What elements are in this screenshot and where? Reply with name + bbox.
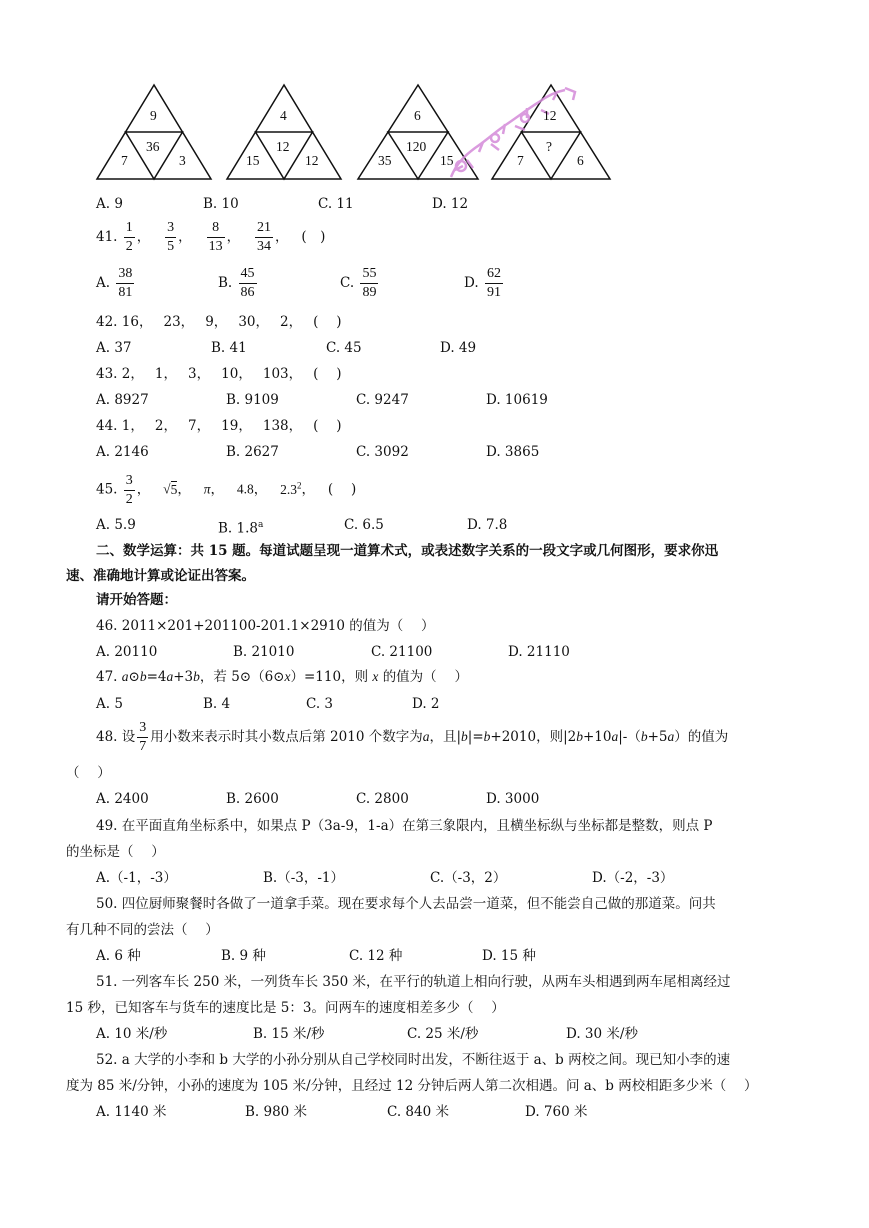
q49-stem-line1: 49. 在平面直角坐标系中，如果点 P（3a-9，1-a）在第三象限内，且横坐标纵与坐标都是整数，则点 P [96,818,713,834]
tri1-left: 7 [121,153,128,168]
tri3-right: 15 [440,153,454,168]
q47-stem: 47. a⊙b=4a+3b，若 5⊙（6⊙x）=110，则 x 的值为（ ） [96,669,468,685]
q48-frac: $\frac{3}{7}$ [139,720,147,754]
section2-heading-line2: 速、准确地计算或论证出答案。 [66,568,255,584]
triangle-3 [358,85,478,179]
q46-stem: 46. 2011×201+201100-201.1×2910 的值为（ ） [96,618,435,634]
q41-option-b: B. $\frac{45}{86}$ [218,266,255,300]
q41-frac-3: $\frac{8}{13}$ [208,220,223,254]
q47-option-d: D. 2 [412,696,440,712]
q50-stem-line2: 有几种不同的尝法（ ） [66,922,219,938]
q51-stem-line2: 15 秒，已知客车与货车的速度比是 5：3。问两车的速度相差多少（ ） [66,1000,505,1016]
q41-frac-2: $\frac{3}{5}$ [167,220,175,254]
q45-frac: $\frac{3}{2}$ [125,472,133,507]
tri3-top: 6 [414,108,421,123]
tri4-left: 7 [517,153,524,168]
q46-option-b: B. 21010 [233,644,295,660]
q44-stem: 44. 1， 2， 7， 19， 138， ( ) [96,418,342,434]
tri1-top: 9 [150,108,157,123]
tri2-right: 12 [305,153,319,168]
q49-option-d: D.（-2，-3） [592,870,674,886]
q51-option-d: D. 30 米/秒 [566,1026,638,1042]
q50-option-d: D. 15 种 [482,948,536,964]
q51-option-b: B. 15 米/秒 [253,1026,325,1042]
triangle-2 [227,85,341,179]
q50-stem-line1: 50. 四位厨师聚餐时各做了一道拿手菜。现在要求每个人去品尝一道菜，但不能尝自己做的那道菜。问共 [96,896,716,912]
tri1-right: 3 [179,153,186,168]
q43-option-c: C. 9247 [356,392,409,408]
q42-option-d: D. 49 [440,340,477,356]
q52-option-d: D. 760 米 [525,1104,588,1120]
q45-stem: 45. $\frac{3}{2}$ ， √5， π， 4.8， $2.3^2$， ( ) [96,472,357,507]
q47-option-a: A. 5 [96,696,123,712]
q46-option-a: A. 20110 [96,644,158,660]
q50-option-c: C. 12 种 [349,948,403,964]
tri2-top: 4 [280,108,287,123]
q49-stem-line2: 的坐标是（ ） [66,844,165,860]
tri3-left: 35 [378,153,392,168]
q45-option-b: B. 1.8$^a$ [218,520,264,537]
q48-stem-line2: （ ） [66,765,111,781]
triangle-4 [492,85,610,179]
q42-option-b: B. 41 [211,340,247,356]
q40-option-d: D. 12 [432,196,469,212]
q52-option-c: C. 840 米 [387,1104,449,1120]
q49-option-b: B.（-3，-1） [263,870,345,886]
q49-option-a: A.（-1，-3） [96,870,177,886]
q52-stem-line1: 52. a 大学的小李和 b 大学的小孙分别从自己学校同时出发，不断往返于 a、b 两校之间。现已知小李的速 [96,1052,731,1068]
q52-option-a: A. 1140 米 [96,1104,167,1120]
q51-option-c: C. 25 米/秒 [407,1026,479,1042]
q45-option-d: D. 7.8 [467,517,508,533]
tri4-top: 12 [543,108,557,123]
q41-option-c: C. $\frac{55}{89}$ [340,266,377,300]
q48-stem: 48. 设 $\frac{3}{7}$ 用小数来表示时其小数点后第 2010 个数字为a，且|b|=b+2010，则|2b+10a|-（b+5a）的值为 [96,720,729,754]
q41-blank: ( ) [301,229,326,245]
tri3-center: 120 [406,139,427,154]
tri2-left: 15 [246,153,260,168]
triangle-puzzle-figure [95,82,620,182]
tri1-center: 36 [146,139,160,154]
q42-option-c: C. 45 [326,340,362,356]
q44-option-b: B. 2627 [226,444,279,460]
q48-option-a: A. 2400 [96,791,149,807]
q48-option-d: D. 3000 [486,791,540,807]
q50-option-b: B. 9 种 [221,948,266,964]
q45-option-c: C. 6.5 [344,517,384,533]
tri4-right: 6 [577,153,584,168]
section2-start: 请开始答题： [96,592,177,608]
q49-option-c: C.（-3，2） [430,870,507,886]
q42-option-a: A. 37 [96,340,132,356]
q46-option-d: D. 21110 [508,644,570,660]
q43-option-a: A. 8927 [96,392,149,408]
q44-option-d: D. 3865 [486,444,540,460]
q48-option-c: C. 2800 [356,791,409,807]
q41-option-d: D. $\frac{62}{91}$ [464,266,501,300]
triangle-1 [97,85,211,179]
q43-stem: 43. 2， 1， 3， 10， 103， ( ) [96,366,342,382]
q50-option-a: A. 6 种 [96,948,141,964]
q40-option-b: B. 10 [203,196,239,212]
q40-option-c: C. 11 [318,196,354,212]
q41-stem: 41. $\frac{1}{2}$ ， $\frac{3}{5}$ ， $\frac{8}{13}$ ， $\frac{21}{34}$ ， ( ) [96,220,326,254]
q48-option-b: B. 2600 [226,791,279,807]
q43-option-d: D. 10619 [486,392,548,408]
q40-option-a: A. 9 [96,196,123,212]
q51-stem-line1: 51. 一列客车长 250 米，一列货车长 350 米，在平行的轨道上相向行驶，从两车头相遇到两车尾相离经过 [96,974,731,990]
q46-option-c: C. 21100 [371,644,433,660]
q41-label: 41. [96,229,118,245]
q44-option-c: C. 3092 [356,444,409,460]
q47-option-b: B. 4 [203,696,231,712]
section2-heading-line1: 二、数学运算：共 15 题。每道试题呈现一道算术式，或表述数字关系的一段文字或几何图形，要求你迅 [96,543,719,559]
q44-option-a: A. 2146 [96,444,149,460]
q51-option-a: A. 10 米/秒 [96,1026,168,1042]
q42-stem: 42. 16， 23， 9， 30， 2， ( ) [96,314,342,330]
q43-option-b: B. 9109 [226,392,279,408]
q52-stem-line2: 度为 85 米/分钟，小孙的速度为 105 米/分钟，且经过 12 分钟后两人第二次相遇。问 a、b 两校相距多少米（ ） [66,1078,758,1094]
q41-frac-1: $\frac{1}{2}$ [125,220,133,254]
q45-option-a: A. 5.9 [96,517,136,533]
q45-sqrt: √5 [163,481,178,497]
q41-option-a: A. $\frac{38}{81}$ [96,266,133,300]
q52-option-b: B. 980 米 [245,1104,308,1120]
tri2-center: 12 [276,139,290,154]
q47-option-c: C. 3 [306,696,334,712]
tri4-center: ? [546,139,552,154]
q41-frac-4: $\frac{21}{34}$ [256,220,271,254]
